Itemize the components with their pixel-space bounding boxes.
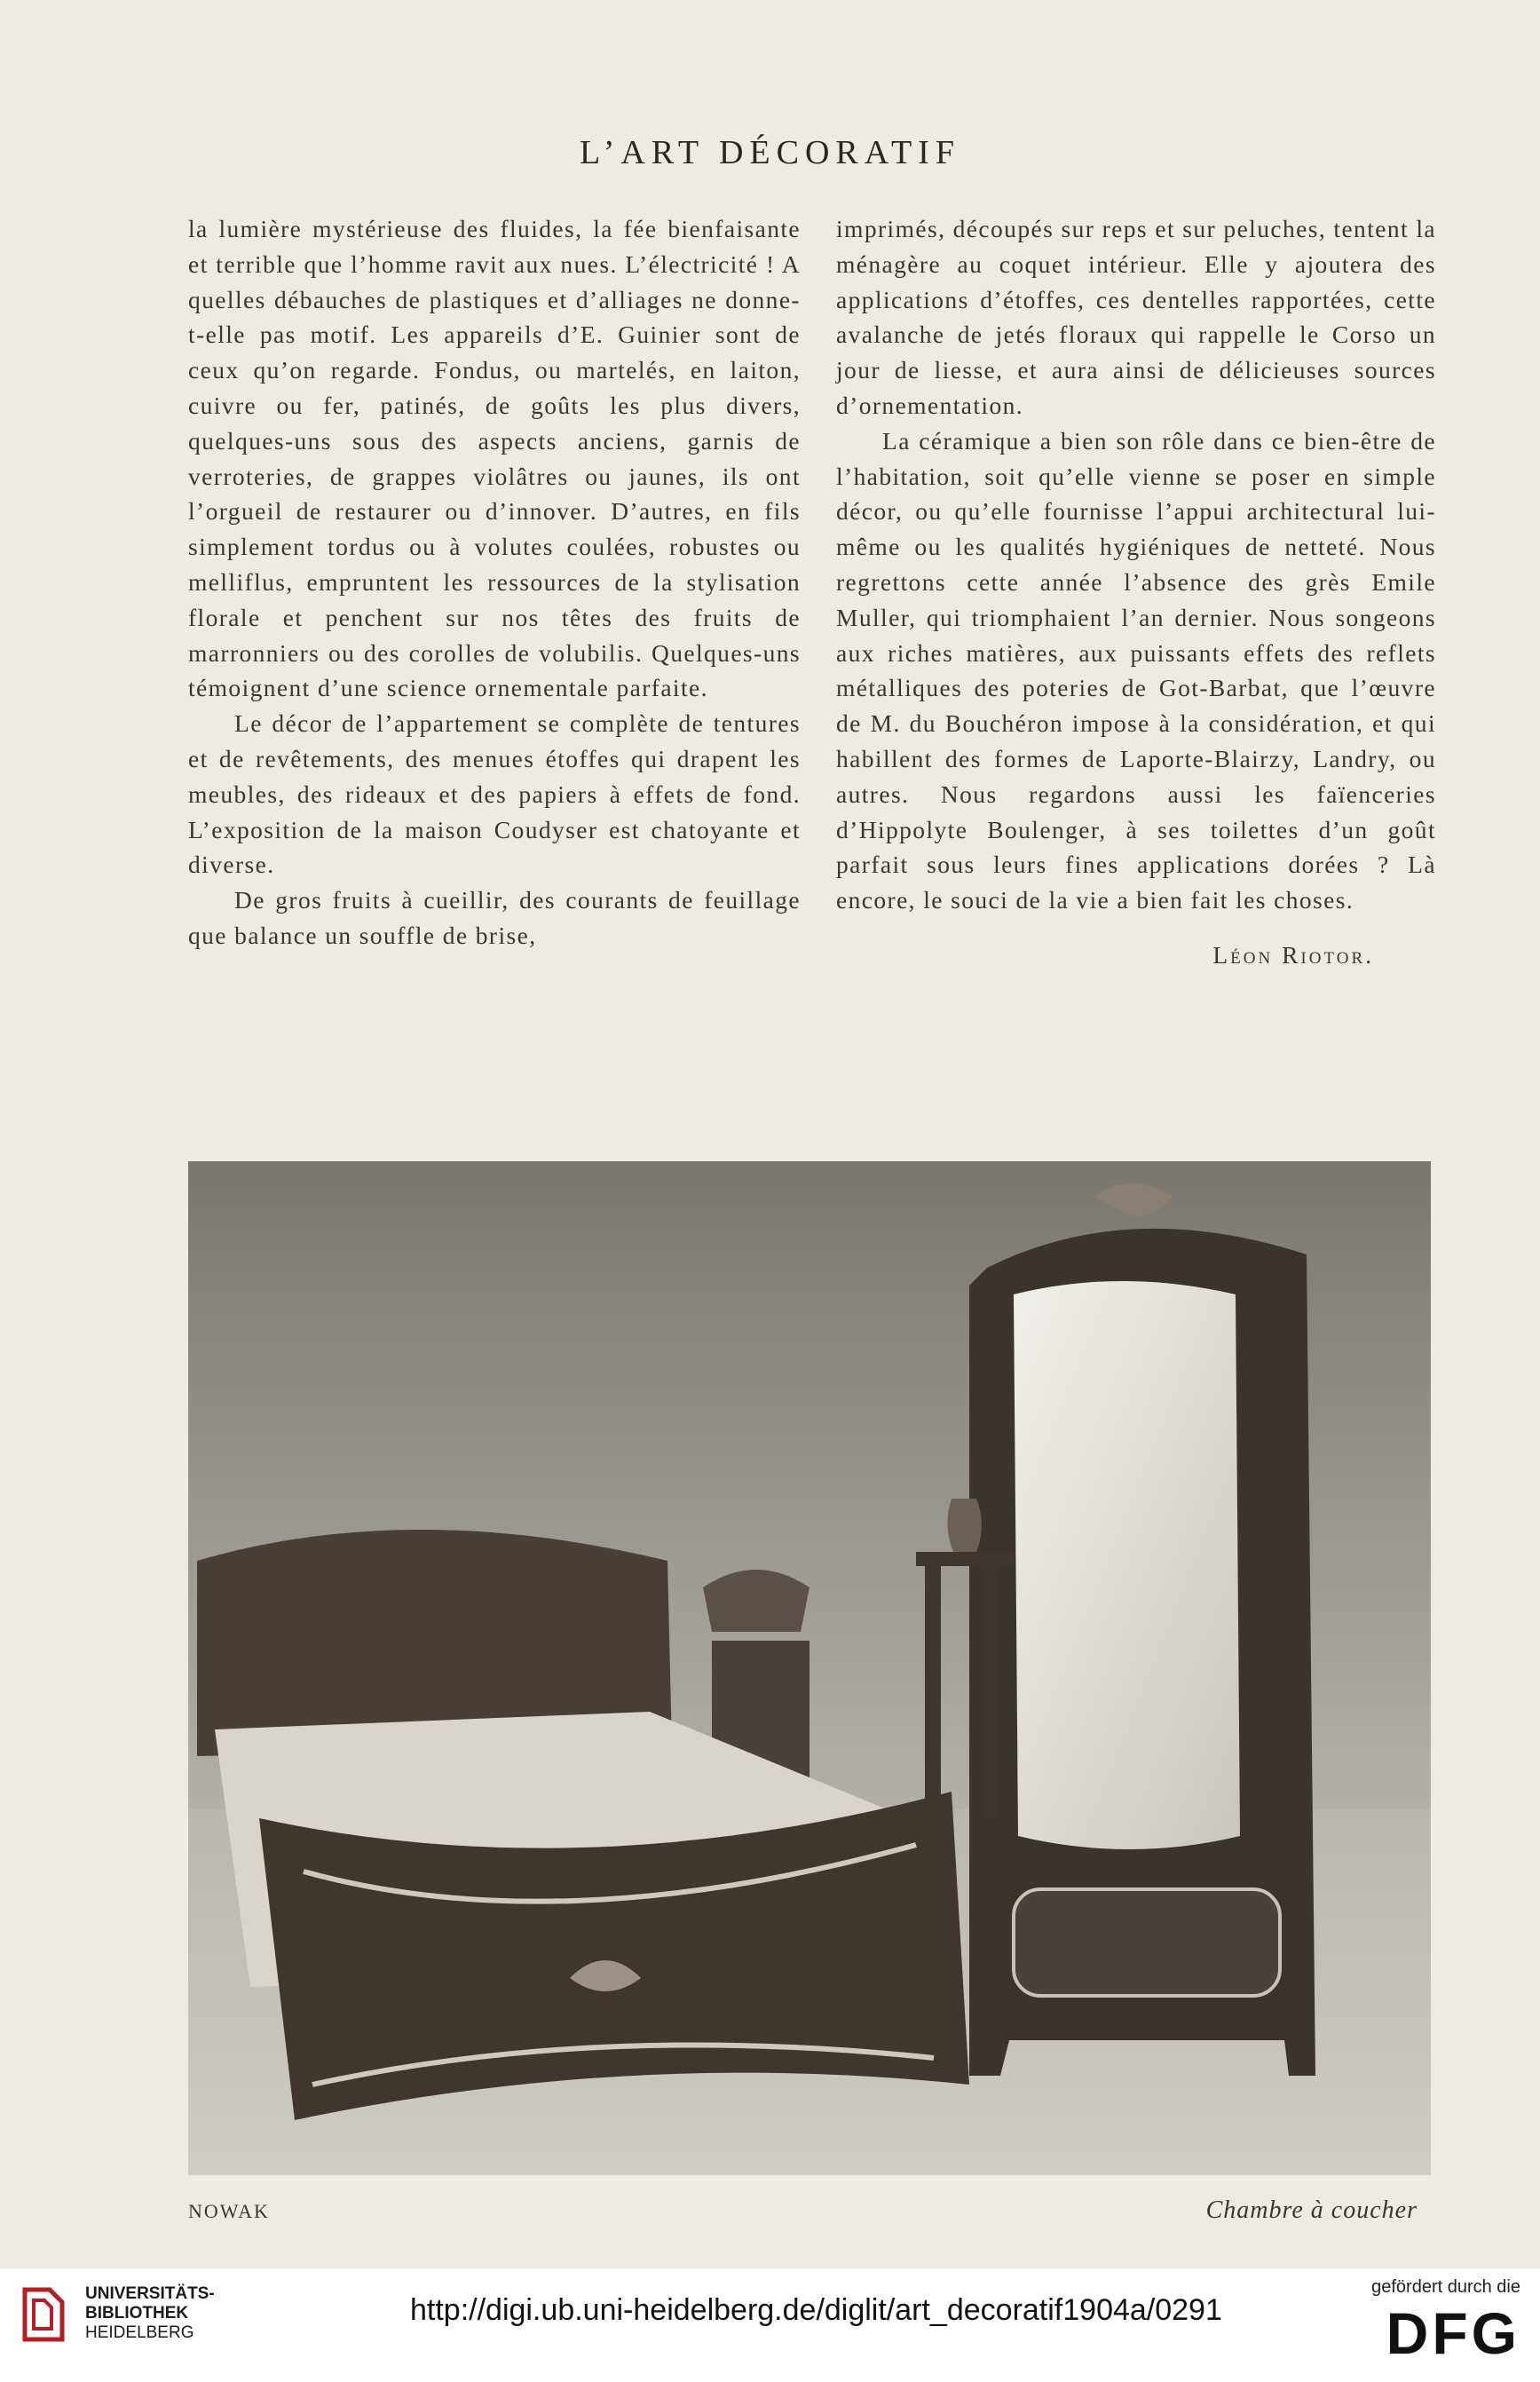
running-head: L’ART DÉCORATIF: [580, 134, 960, 171]
paragraph: imprimés, découpés sur reps et sur peluches, tentent la ménagère au coquet intérieur. Elle y ajoutera des applications d’étoffes, ces dentelles rapportées, cette avalanche de jetés floraux qui rappelle le Corso un jour de liesse, et aura ainsi de délicieuses sources d’ornementation.: [836, 215, 1436, 419]
photo-caption: Chambre à coucher: [1205, 2196, 1418, 2224]
wardrobe: [969, 1183, 1315, 2076]
paragraph: la lumière mystérieuse des fluides, la fée bienfaisante et terrible que l’homme ravit aux nues. L’électricité ! A quelles débauches de plastiques et d’alliages ne donne-t-elle pas motif. Les appareils d’E. Guinier sont de ceux qu’on regarde. Fondus, ou martelés, en laiton, cuivre ou fer, patinés, de goûts les plus divers, quelques-uns sous des aspects anciens, garnis de verroteries, de grappes violâtres ou jaunes, ils ont l’orgueil de restaurer ou d’innover. D’autres, en fils simplement tordus ou à volutes coulées, robustes ou melliflus, empruntent les ressources de la stylisation florale et penchent sur nos têtes des fruits de marronniers ou des corolles de volubilis. Quelques-uns témoignent d’une science ornementale parfaite.: [188, 215, 801, 702]
dfg-logo: DFG: [1386, 2300, 1520, 2366]
paragraph: La céramique a bien son rôle dans ce bien-être de l’habitation, soit qu’elle vienne se poser en simple décor, ou qu’elle fournisse l’appui architectural lui-même ou les qualités hygiéniques de netteté. Nous regrettons cette année l’absence des grès Emile Muller, qui triomphaient l’an dernier. Nous songeons aux riches matières, aux puissants effets des reflets métalliques des poteries de Got-Barbat, que l’œuvre de M. du Bouchéron impose à la considération, et qui habillent des formes de Laporte-Blairzy, Landry, ou autres. Nous regardons aussi les faïenceries d’Hippolyte Boulenger, à ses toilettes d’un goût parfait sous leurs fines applications dorées ? Là encore, le souci de la vie a bien fait les choses.: [836, 426, 1436, 914]
permalink-url[interactable]: http://digi.ub.uni-heidelberg.de/diglit/art_decoratif1904a/0291: [410, 2293, 1222, 2327]
bedroom-photograph: [188, 1161, 1431, 2175]
paragraph: Le décor de l’appartement se complète de tentures et de revêtements, des menues étoffes qui drapent les meubles, des rideaux et des papiers à effets de fond. L’exposition de la maison Coudyser est chatoyante et diverse.: [188, 709, 801, 879]
author-signature: Léon Riotor.: [1212, 940, 1374, 969]
library-name: UNIVERSITÄTS- BIBLIOTHEK HEIDELBERG: [85, 2284, 215, 2342]
paragraph: De gros fruits à cueillir, des courants de feuillage que balance un souffle de brise,: [188, 886, 801, 949]
digitization-footer: [0, 2268, 1540, 2382]
funded-by-label: gefördert durch die: [1371, 2277, 1520, 2297]
left-column: [188, 211, 801, 954]
university-library-logo-icon: [18, 2284, 71, 2345]
photo-credit: NOWAK: [188, 2200, 270, 2222]
right-column: [836, 211, 1436, 973]
